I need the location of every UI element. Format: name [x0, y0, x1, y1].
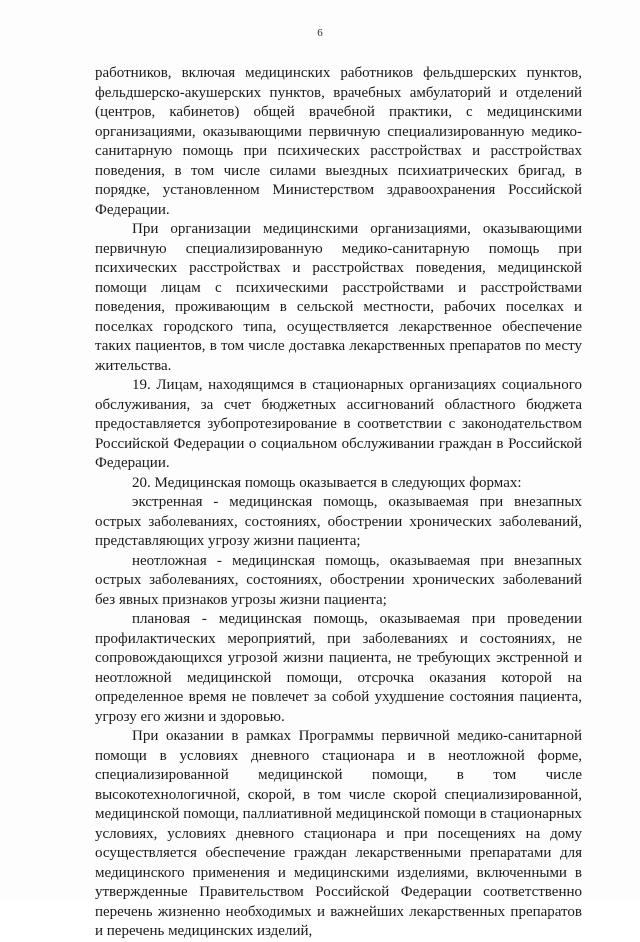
paragraph-drug-provision: При оказании в рамках Программы первичной медико-санитарной помощи в условиях дневного стационара и в неотложной форме, специализированной медицинской помощи, в том числе высокотехнологичной, скорой, в том числе скорой специализированной, медицинской помощи, паллиативной медицинской помощи в стационарных условиях, условиях дневного стационара и при посещениях на дому осуществляется обеспечение граждан лекарственными препаратами для медицинского применения и медицинскими изделиями, включенными в утвержденные Правительством Российской Федерации соответственно перечень жизненно необходимых и важнейших лекарственных препаратов и перечень медицинских изделий, — [95, 728, 582, 939]
paragraph-form-urgent: неотложная - медицинская помощь, оказываемая при внезапных острых заболеваниях, состояниях, обострении хронических заболеваний без явных признаков угрозы жизни пациента; — [95, 552, 582, 608]
page-number: 6 — [317, 27, 323, 39]
paragraph-continuation: работников, включая медицинских работников фельдшерских пунктов, фельдшерско-акушерских пунктов, врачебных амбулаторий и отделений (центров, кабинетов) общей врачебной практики, с медицинскими организациями, оказывающими первичную специализированную медико-санитарную помощь при психических расстройствах и расстройствах поведения, в том числе силами выездных психиатрических бригад, в порядке, установленном Министерством здравоохранения Российской Федерации. — [95, 65, 582, 218]
paragraph-rural-provision: При организации медицинскими организациями, оказывающими первичную специализированную медико-санитарную помощь при психических расстройствах и расстройствах поведения, медицинской помощи лицам с психическими расстройствами и расстройствами поведения, проживающим в сельской местности, рабочих поселках и поселках городского типа, осуществляется лекарственное обеспечение таких пациентов, в том числе доставка лекарственных препаратов по месту жительства. — [95, 221, 582, 374]
paragraph-form-planned: плановая - медицинская помощь, оказываемая при проведении профилактических мероприятий, при заболеваниях и состояниях, не сопровождающихся угрозой жизни пациента, не требующих экстренной и неотложной медицинской помощи, отсрочка оказания которой на определенное время не повлечет за собой ухудшение состояния пациента, угрозу его жизни и здоровью. — [95, 611, 582, 725]
document-body — [95, 64, 582, 942]
paragraph-form-emergency: экстренная - медицинская помощь, оказываемая при внезапных острых заболеваниях, состояниях, обострении хронических заболеваний, представляющих угрозу жизни пациента; — [95, 494, 582, 549]
paragraph-item-20: 20. Медицинская помощь оказывается в следующих формах: — [132, 474, 522, 491]
paragraph-item-19: 19. Лицам, находящимся в стационарных организациях социального обслуживания, за счет бюджетных ассигнований областного бюджета предоставляется зубопротезирование в соответствии с законодательством Российской Федерации о социальном обслуживании граждан в Российской Федерации. — [95, 377, 582, 471]
